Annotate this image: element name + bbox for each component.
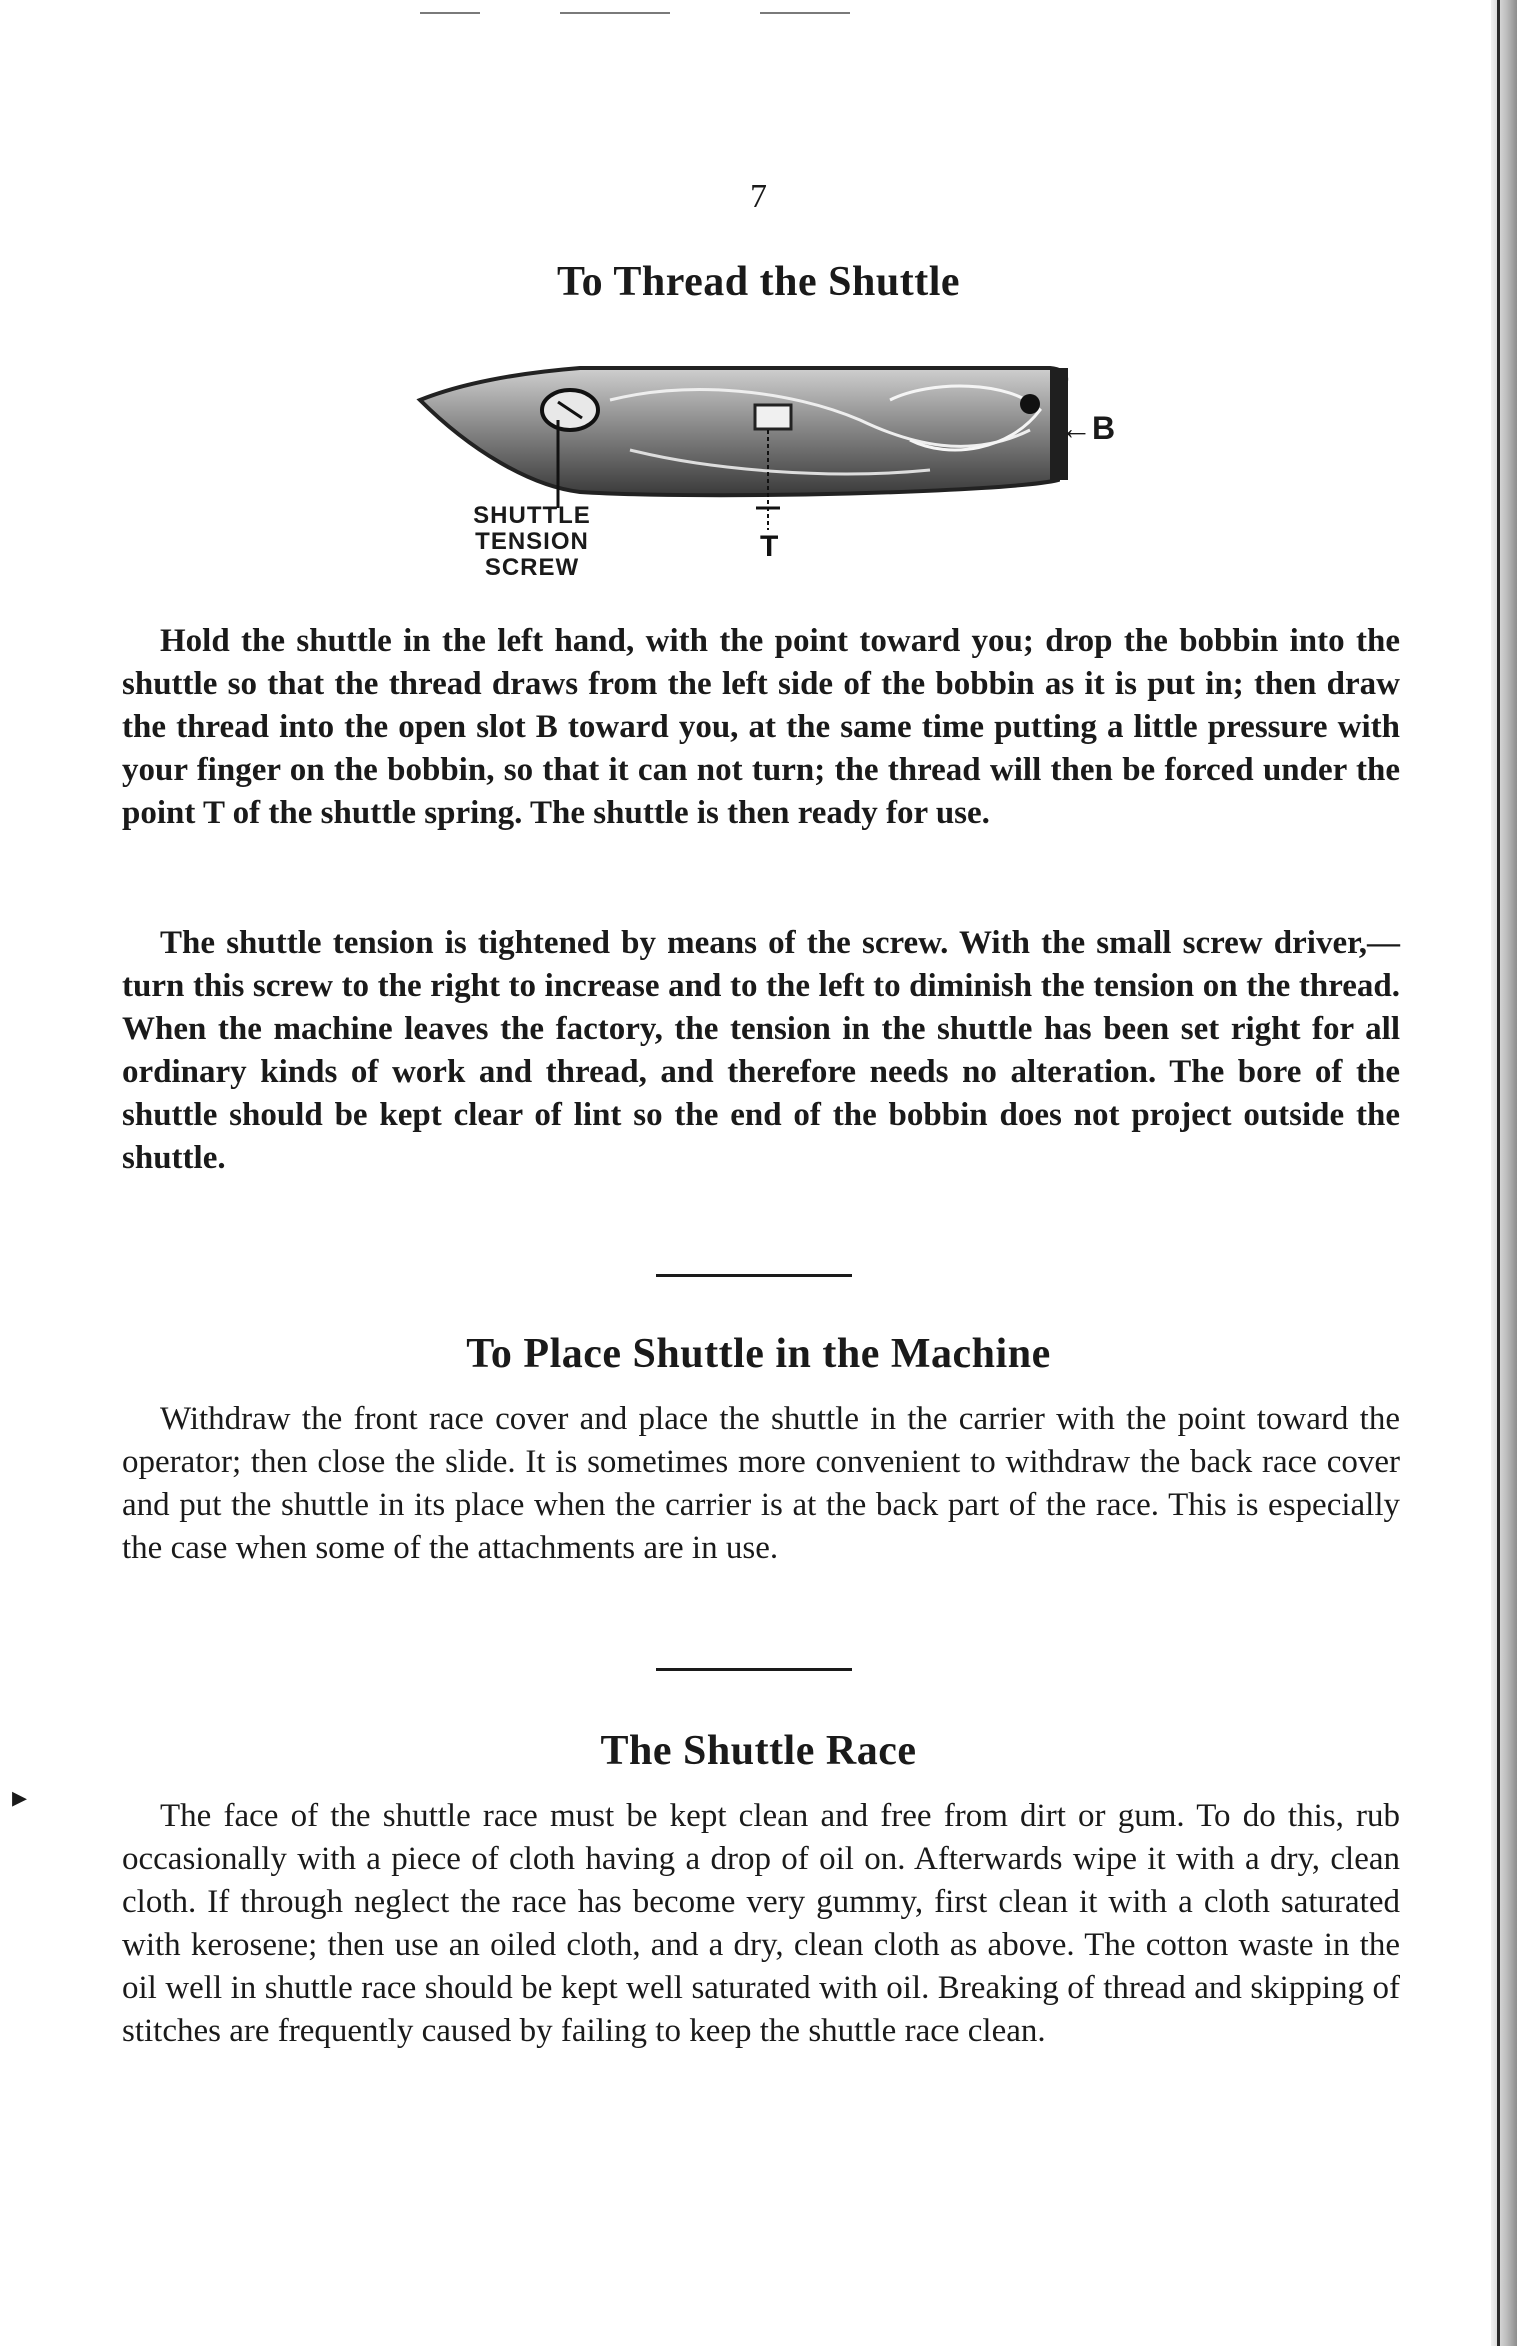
paragraph-text: The shuttle tension is tightened by means of the screw. With the small screw driver,—turn this screw to the right to increase and to the left to diminish the tension on the thread. When the machine leaves the factory, the tension in the shuttle has been set right for all ordinary kinds of work and thread, and therefore needs no alteration. The bore of the shuttle should be kept clear of lint so the end of the bobbin does not project outside the shuttle. [122,925,1400,1176]
paragraph-thread-shuttle-1 [122,620,1400,835]
label-screw-line: TENSION [475,528,589,555]
section-heading-thread-shuttle: To Thread the Shuttle [557,259,960,305]
label-slot-b: ←B [1060,410,1116,446]
scan-speck [760,12,850,14]
paragraph-text: The face of the shuttle race must be kept clean and free from dirt or gum. To do this, rub occasionally with a piece of cloth having a drop of oil on. Afterwards wipe it with a dry, clean cloth. If through neglect the race has become very gummy, first clean it with a cloth saturated with kerosene; then use an oiled cloth, and a dry, clean cloth as above. The cotton waste in the oil well in shuttle race should be kept well saturated with oil. Breaking of thread and skipping of stitches are frequently caused by failing to keep the shuttle race clean. [122,1798,1400,2049]
page-edge-line [1497,0,1500,2346]
page-edge-shadow [1491,0,1517,2346]
label-shuttle-tension-screw [462,503,602,581]
label-t: T [760,530,779,563]
paragraph-shuttle-race [122,1795,1400,2053]
section-heading-shuttle-race: The Shuttle Race [600,1728,917,1774]
scan-speck [420,12,480,14]
label-screw-line: SHUTTLE [473,502,591,529]
paragraph-place-shuttle [122,1398,1400,1570]
paragraph-text: Withdraw the front race cover and place the shuttle in the carrier with the point toward the operator; then close the slide. It is sometimes more convenient to withdraw the back race cover and put the shuttle in its place when the carrier is at the back part of the race. This is especially the case when some of the attachments are in use. [122,1401,1400,1566]
shuttle-spring-point [755,405,791,429]
label-screw-line: SCREW [484,554,580,581]
section-divider [656,1668,852,1671]
paragraph-text: Hold the shuttle in the left hand, with the point toward you; drop the bobbin into the shuttle so that the thread draws from the left side of the bobbin as it is put in; then draw the thread into the open slot B toward you, at the same time putting a little pressure with your finger on the bobbin, so that it can not turn; the thread will then be forced under the point T of the shuttle spring. The shuttle is then ready for use. [122,623,1400,831]
scan-speck [560,12,670,14]
paragraph-thread-shuttle-2 [122,922,1400,1180]
page-number: 7 [750,178,767,215]
section-divider [656,1274,852,1277]
slot-b-hole [1020,394,1040,414]
section-heading-place-shuttle: To Place Shuttle in the Machine [466,1331,1051,1377]
scan-mark-icon: ▸ [12,1781,28,1814]
